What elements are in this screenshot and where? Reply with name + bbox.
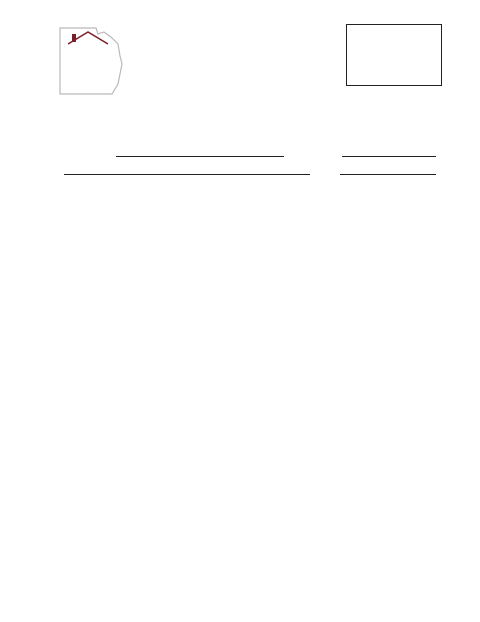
city-logo (38, 24, 138, 102)
project-address-input[interactable] (116, 156, 284, 157)
owner-input[interactable] (64, 174, 310, 175)
project-city-underline (342, 156, 436, 157)
office-use-box (346, 24, 442, 86)
owner-phone-input[interactable] (340, 174, 436, 175)
